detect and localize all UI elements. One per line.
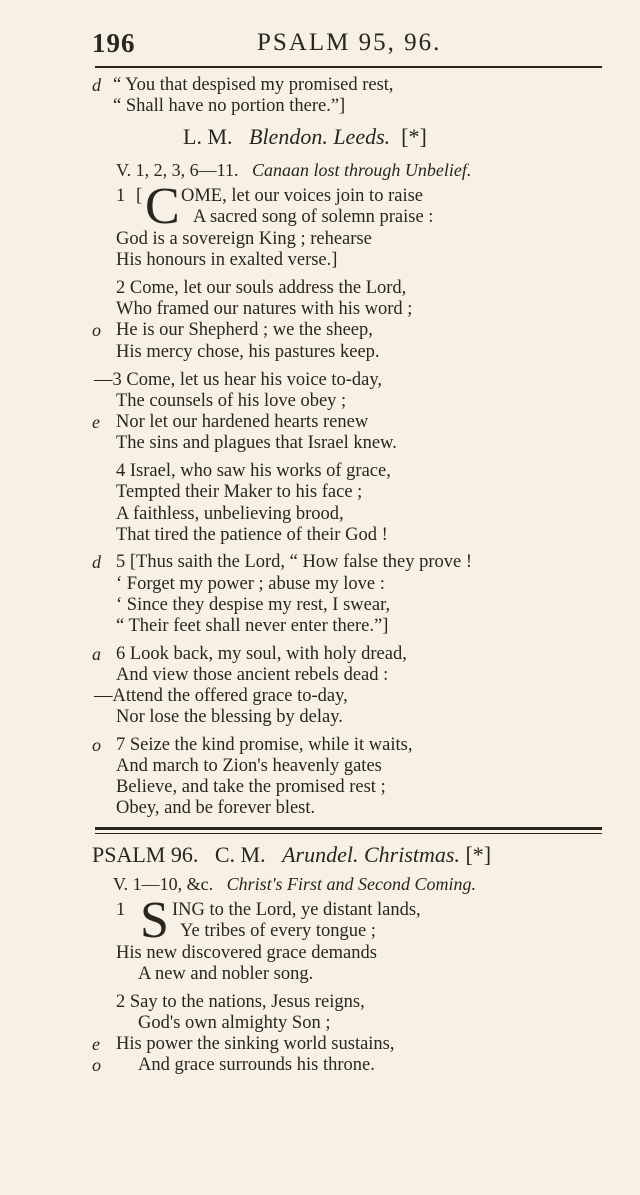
tune-names: Blendon. Leeds. xyxy=(249,124,391,149)
verse-line: Who framed our natures with his word ; xyxy=(116,299,413,319)
verse-line: 5 [Thus saith the Lord, “ How false they prove ! xyxy=(116,552,473,572)
flag: [*] xyxy=(401,124,427,149)
header-rule xyxy=(95,66,602,68)
flag: [*] xyxy=(465,842,492,867)
verse-line: His mercy chose, his pastures keep. xyxy=(116,342,380,362)
verse-line: ING to the Lord, ye distant lands, xyxy=(172,900,421,920)
verse-line: Nor lose the blessing by delay. xyxy=(116,707,343,727)
verse-line: That tired the patience of their God ! xyxy=(116,525,388,545)
subject: Christ's First and Second Coming. xyxy=(226,874,477,894)
dynamic-mark: o xyxy=(92,735,101,755)
running-title: PSALM 95, 96. xyxy=(257,29,442,56)
drop-cap: C xyxy=(145,178,180,235)
verse-line: “ You that despised my promised rest, xyxy=(113,75,394,95)
metre: L. M. xyxy=(183,124,233,149)
verse-line: A new and nobler song. xyxy=(138,964,314,984)
hymn-title xyxy=(183,124,427,150)
dynamic-mark: a xyxy=(92,644,101,664)
verse-line: God is a sovereign King ; rehearse xyxy=(116,229,372,249)
page-number: 196 xyxy=(92,28,136,58)
verse-line: His honours in exalted verse.] xyxy=(116,250,338,270)
verse-line: And grace surrounds his throne. xyxy=(138,1055,375,1075)
verse-line: 2 Say to the nations, Jesus reigns, xyxy=(116,992,365,1012)
section-divider xyxy=(95,827,602,834)
verse-line: “ Their feet shall never enter there.”] xyxy=(116,616,389,636)
verses-ref: V. 1, 2, 3, 6—11. xyxy=(116,160,239,180)
drop-cap: S xyxy=(140,892,169,949)
verse-line: Tempted their Maker to his face ; xyxy=(116,482,363,502)
bracket: [ xyxy=(136,186,143,206)
stanza-number: 1 xyxy=(116,900,126,920)
verse-line: The counsels of his love obey ; xyxy=(116,391,347,411)
verse-line: OME, let our voices join to raise xyxy=(181,186,423,206)
tune-names: Arundel. Christmas. xyxy=(282,842,460,867)
verse-line: 6 Look back, my soul, with holy dread, xyxy=(116,644,407,664)
verse-line: His new discovered grace demands xyxy=(116,943,377,963)
verse-line: The sins and plagues that Israel knew. xyxy=(116,433,397,453)
verse-line: A sacred song of solemn praise : xyxy=(193,207,434,227)
metre: C. M. xyxy=(214,842,266,867)
verse-line: And march to Zion's heavenly gates xyxy=(116,756,382,776)
verse-line: Nor let our hardened hearts renew xyxy=(116,412,369,432)
psalm-title xyxy=(92,842,491,868)
verse-line: A faithless, unbelieving brood, xyxy=(116,504,344,524)
subject: Canaan lost through Unbelief. xyxy=(252,160,472,180)
dynamic-mark: e xyxy=(92,1034,100,1054)
dynamic-mark: e xyxy=(92,412,100,432)
page-header xyxy=(92,28,602,64)
verse-line: And view those ancient rebels dead : xyxy=(116,665,389,685)
verse-line: —3 Come, let us hear his voice to-day, xyxy=(94,370,383,390)
verse-line: “ Shall have no portion there.”] xyxy=(113,96,346,116)
verses-ref: V. 1—10, &c. xyxy=(113,874,214,894)
verse-line: God's own almighty Son ; xyxy=(138,1013,331,1033)
verse-line: Ye tribes of every tongue ; xyxy=(180,921,376,941)
psalm-number: PSALM 96. xyxy=(92,842,199,867)
verse-line: He is our Shepherd ; we the sheep, xyxy=(116,320,373,340)
verse-line: 7 Seize the kind promise, while it waits, xyxy=(116,735,413,755)
dynamic-mark: d xyxy=(92,552,101,572)
verse-line: 2 Come, let our souls address the Lord, xyxy=(116,278,407,298)
verse-line: His power the sinking world sustains, xyxy=(116,1034,395,1054)
verse-line: Obey, and be forever blest. xyxy=(116,798,316,818)
stanza-number: 1 xyxy=(116,186,126,206)
verse-line: ‘ Forget my power ; abuse my love : xyxy=(116,574,385,594)
verse-line: Believe, and take the promised rest ; xyxy=(116,777,386,797)
verse-line: 4 Israel, who saw his works of grace, xyxy=(116,461,391,481)
verse-line: ‘ Since they despise my rest, I swear, xyxy=(116,595,391,615)
dynamic-mark: d xyxy=(92,75,101,95)
dynamic-mark: o xyxy=(92,320,101,340)
dynamic-mark: o xyxy=(92,1055,101,1075)
verse-line: —Attend the offered grace to-day, xyxy=(94,686,348,706)
